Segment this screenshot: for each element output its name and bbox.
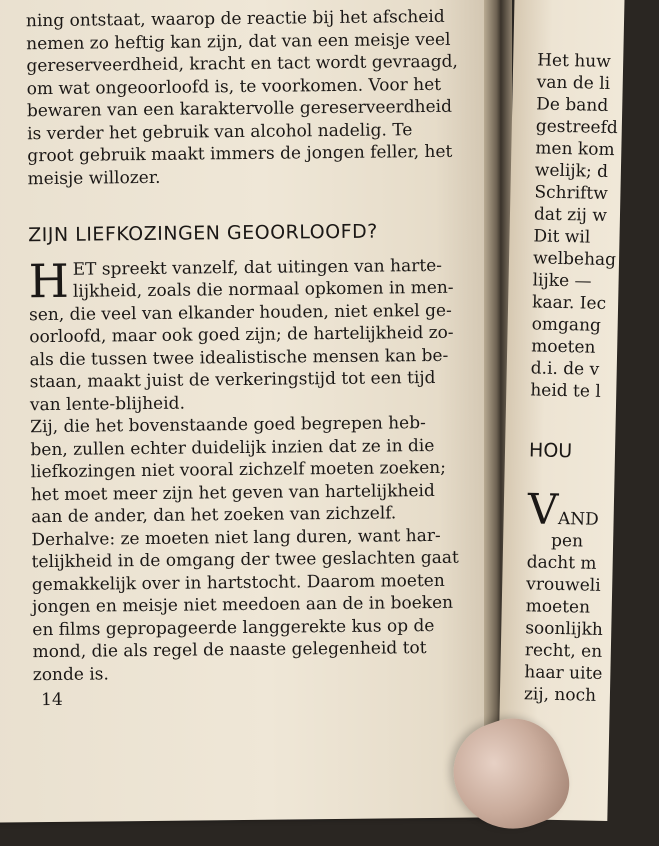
right-page-text	[524, 49, 658, 707]
text-line: haar uite	[524, 662, 603, 684]
text-line: Derhalve: ze moeten niet lang duren, want har-	[31, 525, 441, 550]
paragraph-3	[31, 524, 459, 686]
drop-cap: H	[28, 253, 70, 308]
text-line: als die tussen twee idealistische mensen kan be-	[29, 345, 449, 370]
text-line: De band	[536, 94, 609, 116]
right-page	[497, 0, 624, 821]
drop-cap: V	[527, 484, 559, 534]
text-line: is verder het gebruik van alcohol nadelig. Te	[27, 119, 413, 144]
text-fragment: AND	[557, 508, 599, 530]
text-line: mond, die als regel de naaste gelegenheid tot	[32, 638, 427, 663]
text-line: van lente-blijheid.	[29, 393, 186, 415]
text-line: dacht m	[526, 552, 597, 574]
text-line: Het huw	[537, 50, 611, 72]
left-page-text	[25, 6, 459, 686]
text-line: jongen en meisje niet meedoen aan de in boeken	[32, 592, 454, 618]
text-line: en films gepropageerde langgerekte kus op de	[32, 615, 435, 640]
text-line: lijke —	[532, 270, 592, 292]
text-line: ET spreekt vanzelf, dat uitingen van harte-	[72, 255, 443, 280]
text-line: gereserveerdheid, kracht en tact wordt gevraagd,	[26, 51, 458, 77]
text-line: heid te l	[530, 380, 601, 402]
text-line: moeten	[525, 596, 591, 618]
text-line: sen, die veel van elkander houden, niet enkel ge-	[28, 300, 452, 325]
section-heading: ZIJN LIEFKOZINGEN GEOORLOOFD?	[28, 220, 378, 247]
text-line: moeten	[531, 336, 596, 358]
intro-paragraph	[25, 6, 458, 190]
text-line: telijkheid in de omgang der twee geslachten gaat	[31, 547, 459, 573]
text-line: Schriftw	[534, 182, 608, 204]
text-line: omgang	[531, 314, 602, 336]
text-line: men kom	[535, 138, 615, 161]
text-line: dat zij w	[533, 204, 608, 226]
text-line: zonde is.	[32, 663, 109, 685]
text-line: oorloofd, maar ook goed zijn; de hartelijkheid zo-	[29, 322, 454, 348]
text-line: gestreefd	[535, 116, 618, 139]
text-line: om wat ongeoorloofd is, te voorkomen. Voor het	[26, 74, 442, 99]
text-line: zij, noch	[523, 684, 597, 706]
text-line: van de li	[536, 72, 611, 94]
text-line: soonlijkh	[525, 618, 604, 640]
text-line: Zij, die het bovenstaande goed begrepen heb-	[30, 413, 426, 438]
text-line: pen	[550, 530, 584, 552]
text-line: groot gebruik maakt immers de jongen feller, het	[27, 141, 453, 167]
text-line: het moet meer zijn het geven van hartelijkheid	[30, 480, 435, 505]
text-line: d.i. de v	[530, 358, 600, 380]
text-line: meisje willozer.	[27, 167, 161, 189]
paragraph-1	[28, 253, 454, 416]
text-line: liefkozingen niet vooral zichzelf moeten zoeken;	[30, 457, 447, 483]
text-line: lijkheid, zoals die normaal opkomen in men-	[72, 277, 454, 302]
text-line: gemakkelijk over in hartstocht. Daarom moeten	[31, 570, 445, 595]
section-heading: HOU	[528, 439, 573, 463]
text-line: ning ontstaat, waarop de reactie bij het afscheid	[25, 6, 445, 32]
text-line: vrouweli	[526, 574, 601, 596]
paragraph-2	[30, 412, 451, 529]
text-line: staan, maakt juist de verkeringstijd tot een tijd	[29, 367, 436, 393]
text-line: ben, zullen echter duidelijk inzien dat ze in die	[30, 435, 435, 460]
text-line: kaar. Iec	[531, 292, 607, 314]
text-line: welijk; d	[534, 160, 609, 182]
text-line: recht, en	[524, 640, 603, 662]
text-line: nemen zo heftig kan zijn, dat van een meisje veel	[26, 29, 451, 54]
dropcap-line	[527, 484, 648, 534]
page-number: 14	[40, 689, 63, 711]
text-line: bewaren van een karaktervolle gereserveerdheid	[26, 96, 453, 122]
text-line: aan de ander, dan het zoeken van zichzelf.	[31, 503, 397, 528]
text-line: Dit wil	[533, 226, 591, 248]
text-line: welbehag	[532, 248, 617, 271]
